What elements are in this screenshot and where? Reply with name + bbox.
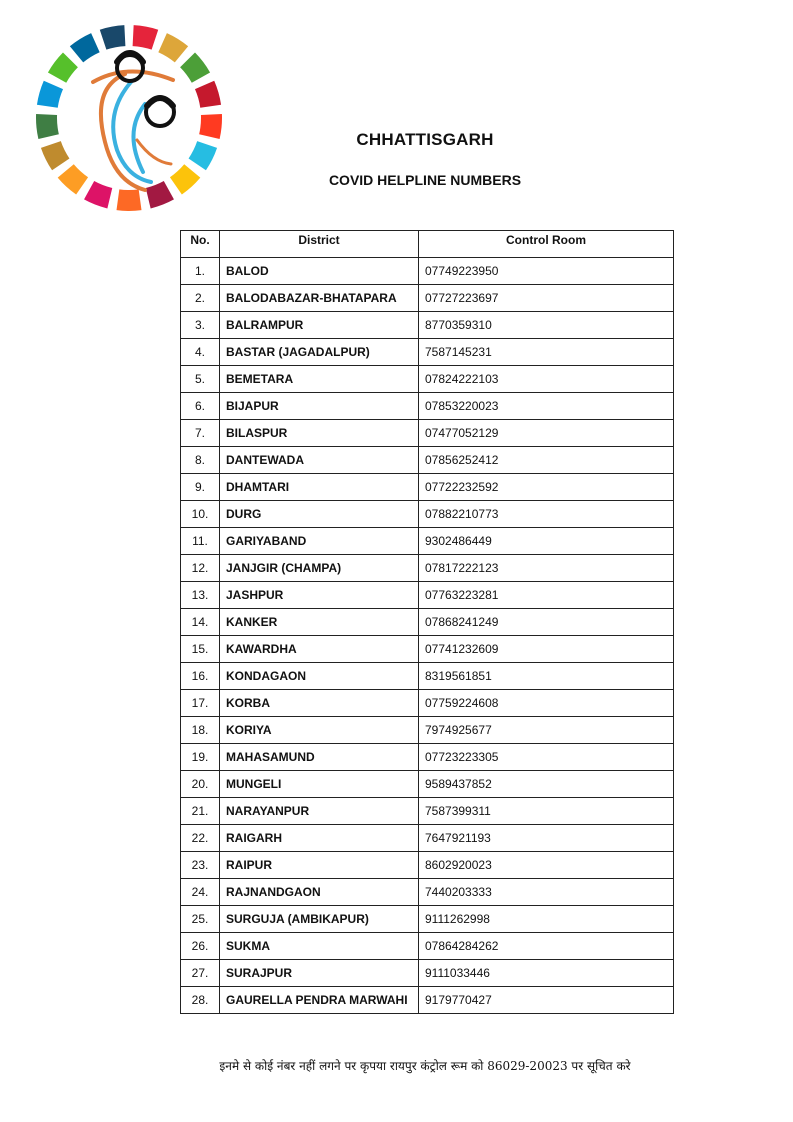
district-name: GARIYABAND (220, 528, 419, 555)
row-number: 22. (181, 825, 220, 852)
district-name: BALOD (220, 258, 419, 285)
table-row (181, 717, 674, 744)
control-room-number: 07864284262 (419, 933, 674, 960)
district-name: RAIPUR (220, 852, 419, 879)
table-row (181, 501, 674, 528)
district-name: SURAJPUR (220, 960, 419, 987)
row-number: 14. (181, 609, 220, 636)
header-no: No. (181, 231, 220, 258)
district-name: BIJAPUR (220, 393, 419, 420)
control-room-number: 07723223305 (419, 744, 674, 771)
wheel-segment (195, 81, 221, 108)
table-row (181, 690, 674, 717)
control-room-number: 07853220023 (419, 393, 674, 420)
table-row (181, 879, 674, 906)
row-number: 10. (181, 501, 220, 528)
figures-icon (93, 53, 174, 190)
row-number: 12. (181, 555, 220, 582)
table-row (181, 339, 674, 366)
wheel-segment (41, 141, 70, 170)
row-number: 21. (181, 798, 220, 825)
table-row (181, 825, 674, 852)
control-room-number: 07868241249 (419, 609, 674, 636)
district-name: KORIYA (220, 717, 419, 744)
district-name: DHAMTARI (220, 474, 419, 501)
table-row (181, 906, 674, 933)
row-number: 11. (181, 528, 220, 555)
district-name: JANJGIR (CHAMPA) (220, 555, 419, 582)
row-number: 7. (181, 420, 220, 447)
row-number: 4. (181, 339, 220, 366)
wheel-segment (170, 164, 200, 194)
district-name: BALODABAZAR-BHATAPARA (220, 285, 419, 312)
row-number: 24. (181, 879, 220, 906)
wheel-segment (48, 52, 78, 82)
sdg-logo (33, 22, 225, 214)
row-number: 2. (181, 285, 220, 312)
control-room-number: 7587145231 (419, 339, 674, 366)
control-room-number: 9111033446 (419, 960, 674, 987)
district-name: BILASPUR (220, 420, 419, 447)
table-row (181, 960, 674, 987)
control-room-number: 07856252412 (419, 447, 674, 474)
district-name: BASTAR (JAGADALPUR) (220, 339, 419, 366)
table-header-row (181, 231, 674, 258)
district-name: KONDAGAON (220, 663, 419, 690)
table-row (181, 744, 674, 771)
table-row (181, 852, 674, 879)
table-row (181, 582, 674, 609)
control-room-number: 8602920023 (419, 852, 674, 879)
control-room-number: 8319561851 (419, 663, 674, 690)
district-name: GAURELLA PENDRA MARWAHI (220, 987, 419, 1014)
table-row (181, 663, 674, 690)
table-row (181, 312, 674, 339)
control-room-number: 07727223697 (419, 285, 674, 312)
table-row (181, 636, 674, 663)
table-row (181, 528, 674, 555)
control-room-number: 8770359310 (419, 312, 674, 339)
control-room-number: 07817222123 (419, 555, 674, 582)
row-number: 19. (181, 744, 220, 771)
row-number: 5. (181, 366, 220, 393)
district-name: RAJNANDGAON (220, 879, 419, 906)
helpline-table (180, 230, 674, 1014)
wheel-segment (199, 114, 222, 139)
row-number: 1. (181, 258, 220, 285)
row-number: 16. (181, 663, 220, 690)
table-row (181, 933, 674, 960)
row-number: 20. (181, 771, 220, 798)
district-name: NARAYANPUR (220, 798, 419, 825)
wheel-segment (180, 52, 210, 82)
district-name: DURG (220, 501, 419, 528)
district-name: KORBA (220, 690, 419, 717)
control-room-number: 9179770427 (419, 987, 674, 1014)
control-room-number: 07477052129 (419, 420, 674, 447)
district-name: MUNGELI (220, 771, 419, 798)
table-row (181, 393, 674, 420)
district-name: SURGUJA (AMBIKAPUR) (220, 906, 419, 933)
wheel-segment (70, 33, 100, 62)
wheel-segment (117, 189, 142, 211)
table-row (181, 987, 674, 1014)
table-row (181, 258, 674, 285)
row-number: 13. (181, 582, 220, 609)
wheel-segment (84, 181, 112, 208)
control-room-number: 9589437852 (419, 771, 674, 798)
row-number: 15. (181, 636, 220, 663)
row-number: 3. (181, 312, 220, 339)
control-room-number: 07749223950 (419, 258, 674, 285)
footer-note: इनमे से कोई नंबर नहीं लगने पर कृपया रायपुर कंट्रोल रूम को 86029-20023 पर सूचित करे (219, 1059, 631, 1073)
table-row (181, 366, 674, 393)
wheel-segment (58, 164, 88, 194)
wheel-segment (37, 81, 63, 108)
wheel-segment (158, 33, 188, 62)
table-row (181, 609, 674, 636)
row-number: 26. (181, 933, 220, 960)
control-room-number: 9111262998 (419, 906, 674, 933)
row-number: 25. (181, 906, 220, 933)
control-room-number: 7440203333 (419, 879, 674, 906)
row-number: 28. (181, 987, 220, 1014)
control-room-number: 07763223281 (419, 582, 674, 609)
district-name: DANTEWADA (220, 447, 419, 474)
row-number: 18. (181, 717, 220, 744)
district-name: JASHPUR (220, 582, 419, 609)
row-number: 6. (181, 393, 220, 420)
row-number: 27. (181, 960, 220, 987)
wheel-segment (189, 141, 218, 170)
table-row (181, 771, 674, 798)
table-row (181, 474, 674, 501)
wheel-segment (36, 114, 59, 139)
control-room-number: 07741232609 (419, 636, 674, 663)
district-name: RAIGARH (220, 825, 419, 852)
district-name: BEMETARA (220, 366, 419, 393)
district-name: SUKMA (220, 933, 419, 960)
table-row (181, 798, 674, 825)
wheel-segment (100, 25, 126, 50)
row-number: 17. (181, 690, 220, 717)
table-row (181, 285, 674, 312)
row-number: 23. (181, 852, 220, 879)
table-row (181, 555, 674, 582)
control-room-number: 7647921193 (419, 825, 674, 852)
header-control-room: Control Room (419, 231, 674, 258)
control-room-number: 7587399311 (419, 798, 674, 825)
header-district: District (220, 231, 419, 258)
district-name: KANKER (220, 609, 419, 636)
wheel-segment (133, 25, 159, 50)
row-number: 8. (181, 447, 220, 474)
control-room-number: 07759224608 (419, 690, 674, 717)
district-name: MAHASAMUND (220, 744, 419, 771)
table-row (181, 420, 674, 447)
control-room-number: 7974925677 (419, 717, 674, 744)
page-title: CHHATTISGARH (356, 130, 494, 149)
district-name: BALRAMPUR (220, 312, 419, 339)
control-room-number: 07882210773 (419, 501, 674, 528)
page-subtitle: COVID HELPLINE NUMBERS (328, 172, 522, 188)
table-row (181, 447, 674, 474)
district-name: KAWARDHA (220, 636, 419, 663)
control-room-number: 07722232592 (419, 474, 674, 501)
wheel-segment (146, 181, 174, 208)
control-room-number: 9302486449 (419, 528, 674, 555)
row-number: 9. (181, 474, 220, 501)
control-room-number: 07824222103 (419, 366, 674, 393)
